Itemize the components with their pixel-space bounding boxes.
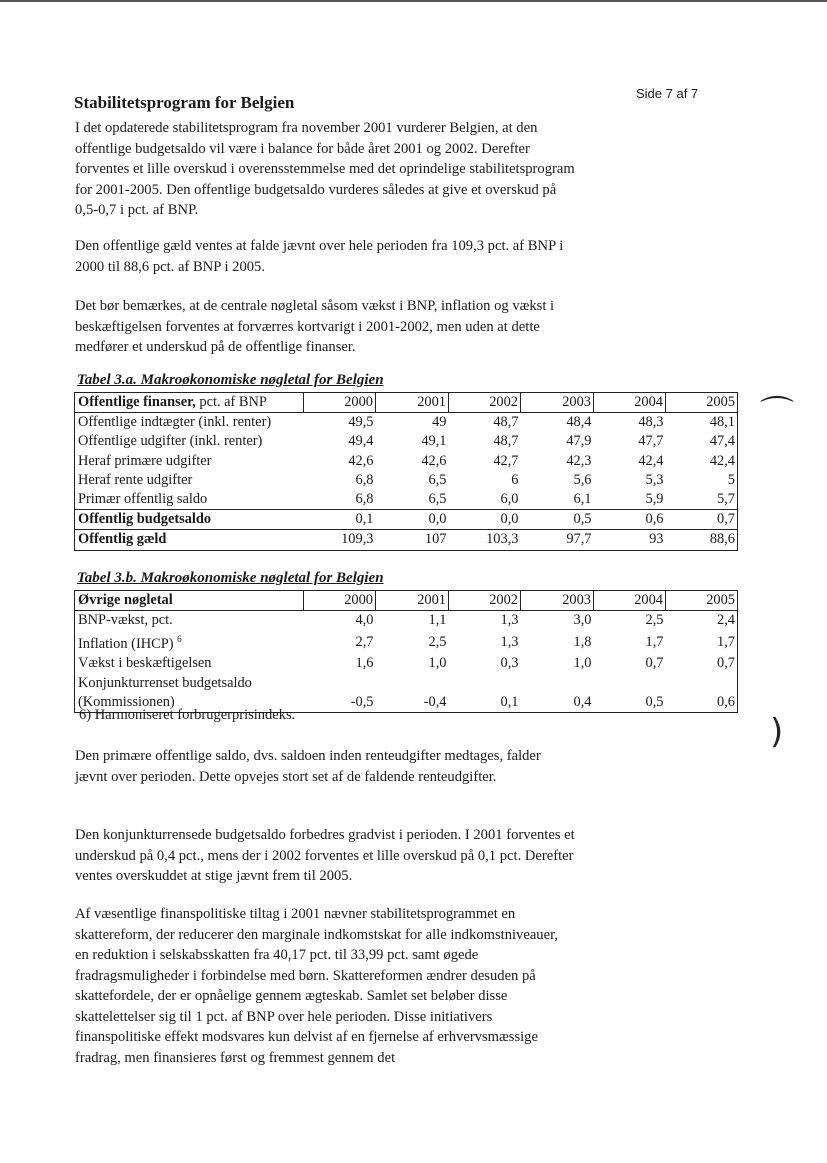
- page-title: Stabilitetsprogram for Belgien: [74, 93, 295, 112]
- value-cell: 0,7: [666, 510, 738, 530]
- table-a-caption: Tabel 3.a. Makroøkonomiske nøgletal for Belgien: [77, 372, 384, 388]
- table-other-indicators: [74, 590, 738, 713]
- year-cell: 2000: [304, 591, 376, 611]
- value-cell: 1,0: [573, 655, 592, 672]
- value-cell: 109,3: [304, 530, 376, 550]
- year-cell: 2002: [449, 591, 521, 611]
- value-cell: 48,3: [638, 414, 664, 431]
- year-cell: 2002: [449, 393, 521, 413]
- footnote-marker: 6: [177, 634, 182, 645]
- header-unit-text: pct. af BNP: [195, 394, 267, 410]
- paragraph-intro: I det opdaterede stabilitetsprogram fra november 2001 vurderer Belgien, at den offentlige budgetsaldo vil være i balance for både året 2001 og 2002. Derefter forventes et lille overskud i overensstemmelse med det oprindelige stabilitetsprogram for 2001-2005. Den offentlige budgetsaldo vurderes således at give et overskud på 0,5-0,7 i pct. af BNP.: [75, 120, 575, 218]
- table-public-finances: [74, 392, 738, 551]
- value-cell: 5: [666, 471, 738, 490]
- value-cell: 1,7: [645, 633, 664, 650]
- year-cell: 2003: [521, 393, 594, 413]
- value-cell: 42,4: [638, 452, 664, 469]
- value-cell: 48,1: [666, 413, 738, 433]
- table-row: [75, 654, 738, 673]
- value-cell: 0,0: [449, 510, 521, 530]
- row-label: [75, 630, 304, 654]
- value-cell: 42,6: [421, 452, 447, 469]
- value-cell: 0,7: [645, 655, 664, 672]
- value-cell: 49,1: [421, 433, 447, 450]
- table-header-row: [75, 393, 738, 413]
- paragraph-primary-balance: Den primære offentlige saldo, dvs. saldoen inden renteudgifter medtages, falder jævnt over perioden. Dette opvejes stort set af de faldende renteudgifter.: [75, 748, 541, 785]
- value-cell: -0,5: [304, 674, 376, 713]
- value-cell: 1,3: [500, 633, 519, 650]
- value-cell: 48,4: [566, 414, 592, 431]
- year-cell: 2001: [376, 393, 449, 413]
- value-cell: 1,6: [355, 655, 374, 672]
- row-label: Konjunkturrenset budgetsaldo (Kommissionen): [75, 674, 304, 713]
- value-cell: 0,4: [521, 674, 594, 713]
- value-cell: 1,0: [428, 655, 447, 672]
- row-label: Heraf rente udgifter: [75, 471, 304, 490]
- table-row: [75, 432, 738, 451]
- table-header-label: Øvrige nøgletal: [75, 591, 304, 611]
- table-row: [75, 530, 738, 550]
- value-cell: 47,9: [566, 433, 592, 450]
- row-label: Offentlige udgifter (inkl. renter): [75, 432, 304, 451]
- table-header-row: [75, 591, 738, 611]
- table-row: [75, 452, 738, 471]
- value-cell: 47,4: [666, 432, 738, 451]
- value-cell: 6,5: [428, 491, 447, 508]
- table-row: [75, 611, 738, 631]
- value-cell: 49,5: [348, 414, 374, 431]
- row-label: Heraf primære udgifter: [75, 452, 304, 471]
- year-cell: 2005: [666, 591, 738, 611]
- header-label-text: Offentlige finanser,: [78, 394, 196, 410]
- paragraph-cyclical-balance: Den konjunkturrensede budgetsaldo forbedres gradvist i perioden. I 2001 forventes et underskud på 0,4 pct., mens der i 2002 forventes et lille overskud på 0,1 pct. Derefter ventes overskuddet at stige jævnt frem til 2005.: [75, 827, 575, 884]
- value-cell: 48,7: [493, 433, 519, 450]
- value-cell: 1,1: [428, 612, 447, 629]
- value-cell: 42,4: [666, 452, 738, 471]
- paragraph-outlook: Det bør bemærkes, at de centrale nøgletal såsom vækst i BNP, inflation og vækst i beskæftigelsen forventes at forværres kortvarigt i 2001-2002, men uden at dette medfører et underskud på de offentlige finanser.: [75, 298, 555, 355]
- value-cell: 93: [594, 530, 666, 550]
- row-label: Vækst i beskæftigelsen: [75, 654, 304, 673]
- year-cell: 2003: [521, 591, 594, 611]
- value-cell: 5,3: [645, 471, 664, 488]
- row-label-text: Inflation (IHCP): [78, 636, 174, 653]
- year-cell: 2000: [304, 393, 376, 413]
- value-cell: 1,3: [500, 612, 519, 629]
- paragraph-tax-reform: Af væsentlige finanspolitiske tiltag i 2001 nævner stabilitetsprogrammet en skattereform, der reducerer den marginale indkomstskat for alle indkomstniveauer, en reduktion i selskabsskatten fra 40,17 pct. til 33,99 pct. samt øgede fradragsmuligheder i forbindelse med børn. Skattereformen ændrer desuden på skattefordele, der er opnåelige gennem ægteskab. Samlet set beløber disse skattelettelser sig til 1 pct. af BNP over hele perioden. Disse initiativers finanspolitiske effekt modsvares kun delvist af en fjernelse af erhvervsmæssige fradrag, men finansieres først og fremmest gennem det: [75, 906, 558, 1066]
- row-label: Offentlig budgetsaldo: [75, 510, 304, 530]
- value-cell: -0,4: [376, 674, 449, 713]
- year-cell: 2004: [594, 393, 666, 413]
- value-cell: 0,5: [594, 674, 666, 713]
- value-cell: 6,8: [355, 491, 374, 508]
- paragraph-debt: Den offentlige gæld ventes at falde jævnt over hele perioden fra 109,3 pct. af BNP i 2000 til 88,6 pct. af BNP i 2005.: [75, 238, 564, 275]
- value-cell: 3,0: [573, 612, 592, 629]
- value-cell: 0,6: [666, 674, 738, 713]
- table-b-caption: Tabel 3.b. Makroøkonomiske nøgletal for Belgien: [77, 570, 384, 586]
- row-label: Primær offentlig saldo: [75, 490, 304, 510]
- value-cell: 6,0: [500, 491, 519, 508]
- value-cell: 2,4: [666, 611, 738, 631]
- value-cell: 6,8: [355, 471, 374, 488]
- table-row: [75, 490, 738, 510]
- table-row: [75, 471, 738, 490]
- table-row: [75, 413, 738, 433]
- value-cell: 6,5: [428, 471, 447, 488]
- year-cell: 2001: [376, 591, 449, 611]
- value-cell: 42,7: [493, 452, 519, 469]
- table-row: [75, 510, 738, 530]
- bracket-mark: ): [770, 712, 784, 752]
- hole-punch-mark: ⌒: [760, 394, 794, 434]
- value-cell: 1,7: [666, 630, 738, 654]
- value-cell: 0,0: [376, 510, 449, 530]
- value-cell: 0,5: [521, 510, 594, 530]
- value-cell: 2,7: [355, 633, 374, 650]
- value-cell: 0,1: [449, 674, 521, 713]
- value-cell: 0,7: [666, 654, 738, 673]
- value-cell: 42,3: [566, 452, 592, 469]
- value-cell: 48,7: [493, 414, 519, 431]
- value-cell: 0,3: [500, 655, 519, 672]
- top-rule: [0, 0, 827, 2]
- value-cell: 2,5: [428, 633, 447, 650]
- table-row: [75, 630, 738, 654]
- value-cell: 4,0: [355, 612, 374, 629]
- year-cell: 2004: [594, 591, 666, 611]
- value-cell: 6,1: [573, 491, 592, 508]
- row-label: Offentlige indtægter (inkl. renter): [75, 413, 304, 433]
- value-cell: 5,7: [666, 490, 738, 510]
- value-cell: 49: [432, 414, 447, 431]
- table-header-label: [75, 393, 304, 413]
- value-cell: 103,3: [449, 530, 521, 550]
- row-label: BNP-vækst, pct.: [75, 611, 304, 631]
- value-cell: 107: [376, 530, 449, 550]
- value-cell: 0,6: [594, 510, 666, 530]
- value-cell: 5,6: [573, 471, 592, 488]
- value-cell: 1,8: [573, 633, 592, 650]
- year-cell: 2005: [666, 393, 738, 413]
- value-cell: 88,6: [666, 530, 738, 550]
- value-cell: 2,5: [645, 612, 664, 629]
- value-cell: 47,7: [638, 433, 664, 450]
- value-cell: 42,6: [348, 452, 374, 469]
- table-footnote: 6) Harmoniseret forbrugerprisindeks.: [79, 707, 296, 723]
- row-label: Offentlig gæld: [75, 530, 304, 550]
- value-cell: 5,9: [645, 491, 664, 508]
- value-cell: 97,7: [521, 530, 594, 550]
- value-cell: 0,1: [304, 510, 376, 530]
- page-number: Side 7 af 7: [636, 86, 699, 101]
- value-cell: 49,4: [348, 433, 374, 450]
- value-cell: 6: [511, 471, 519, 488]
